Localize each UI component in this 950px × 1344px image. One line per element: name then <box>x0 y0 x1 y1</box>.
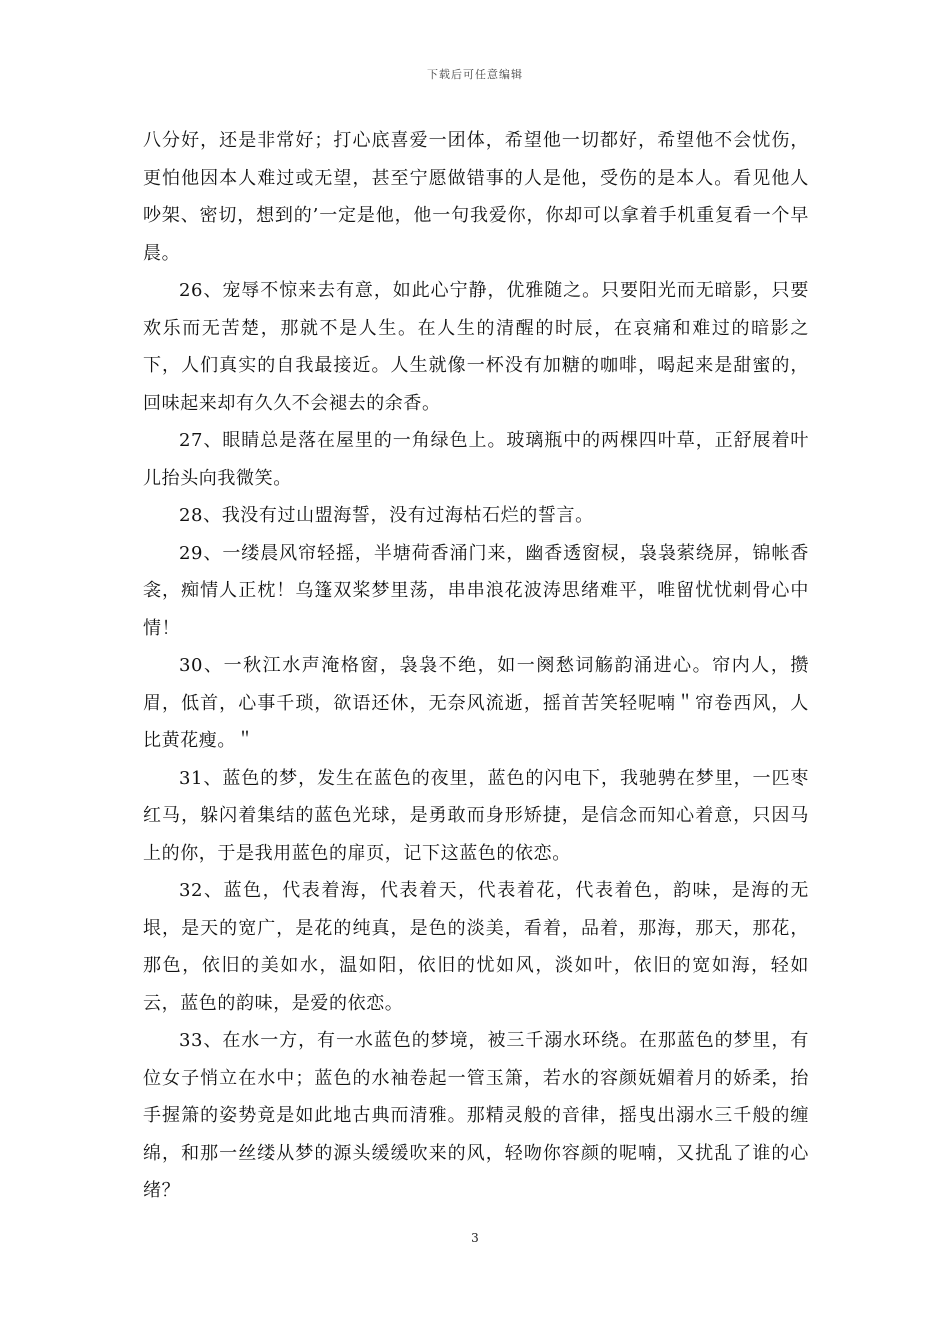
document-body <box>143 122 809 1210</box>
paragraph-29: 29、一缕晨风帘轻摇，半塘荷香涌门来，幽香透窗棂，袅袅萦绕屏，锦帐香衾，痴情人正枕！乌篷双桨梦里荡，串串浪花波涛思绪难平，唯留忧忧刺骨心中情！ <box>143 542 809 639</box>
paragraph-33: 33、在水一方，有一水蓝色的梦境，被三千溺水环绕。在那蓝色的梦里，有位女子悄立在水中；蓝色的水袖卷起一管玉箫，若水的容颜妩媚着月的娇柔，抬手握箫的姿势竟是如此地古典而清雅。那精灵般的音律，摇曳出溺水三千般的缠绵，和那一丝缕从梦的源头缓缓吹来的风，轻吻你容颜的呢喃，又扰乱了谁的心绪？ <box>143 1030 809 1201</box>
paragraph-32: 32、蓝色，代表着海，代表着天，代表着花，代表着色，韵味，是海的无垠，是天的宽广，是花的纯真，是色的淡美，看着，品着，那海，那天，那花，那色，依旧的美如水，温如阳，依旧的忧如风，淡如叶，依旧的宽如海，轻如云，蓝色的韵味，是爱的依恋。 <box>143 880 809 1014</box>
page-header: 下载后可任意编辑 <box>427 68 523 81</box>
paragraph-27: 27、眼睛总是落在屋里的一角绿色上。玻璃瓶中的两棵四叶草，正舒展着叶儿抬头向我微笑。 <box>143 430 809 489</box>
paragraph-26: 26、宠辱不惊来去有意，如此心宁静，优雅随之。只要阳光而无暗影，只要欢乐而无苦楚，那就不是人生。在人生的清醒的时辰，在哀痛和难过的暗影之下，人们真实的自我最接近。人生就像一杯没有加糖的咖啡，喝起来是甜蜜的，回味起来却有久久不会褪去的余香。 <box>143 280 809 414</box>
paragraph-31: 31、蓝色的梦，发生在蓝色的夜里，蓝色的闪电下，我驰骋在梦里，一匹枣红马，躲闪着集结的蓝色光球，是勇敢而身形矫捷，是信念而知心着意，只因马上的你，于是我用蓝色的扉页，记下这蓝色的依恋。 <box>143 767 809 864</box>
paragraph-continuation: 八分好，还是非常好；打心底喜爱一团体，希望他一切都好，希望他不会忧伤，更怕他因本人难过或无望，甚至宁愿做错事的人是他，受伤的是本人。看见他人吵架、密切，想到的’一定是他，他一句我爱你，你却可以拿着手机重复看一个早晨。 <box>143 130 809 264</box>
paragraph-30: 30、一秋江水声淹格窗，袅袅不绝，如一阕愁词觞韵涌进心。帘内人，攒眉，低首，心事千琐，欲语还休，无奈风流逝，摇首苦笑轻呢喃＂帘卷西风，人比黄花瘦。＂ <box>143 655 809 751</box>
paragraph-28: 28、我没有过山盟海誓，没有过海枯石烂的誓言。 <box>179 505 594 526</box>
page-number: 3 <box>471 1231 479 1245</box>
